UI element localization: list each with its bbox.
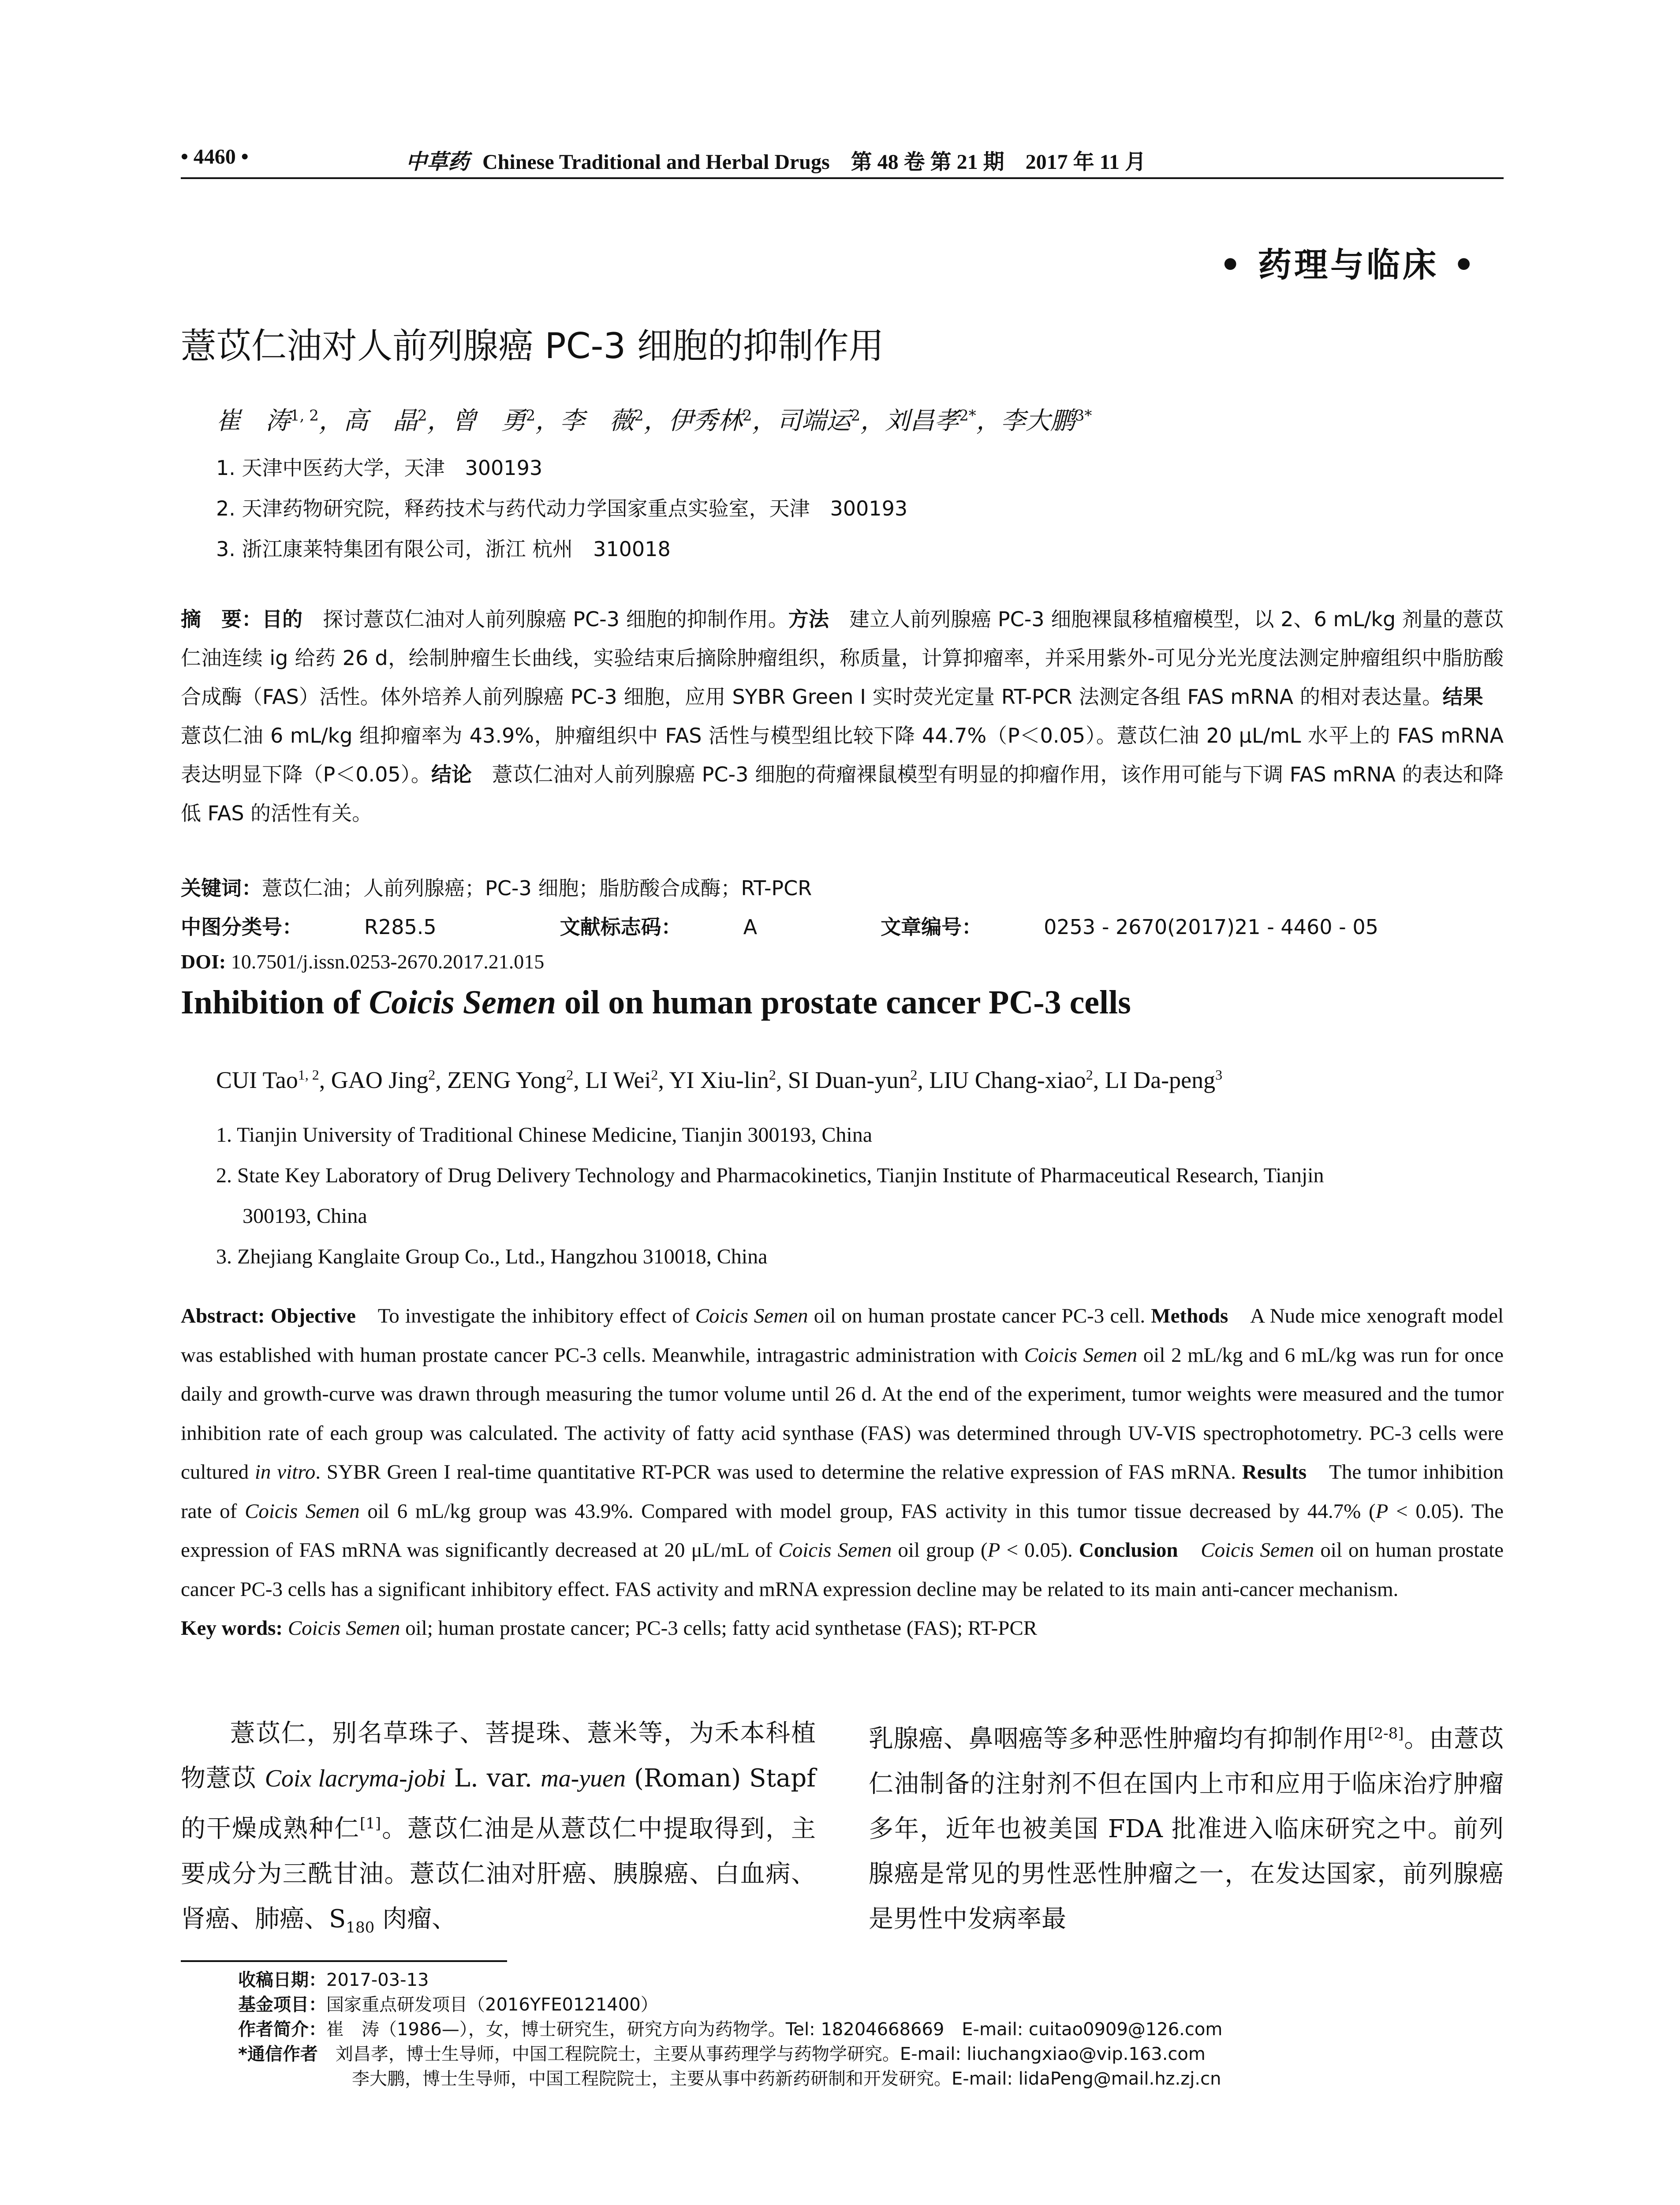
abstract-text: To investigate the inhibitory effect of — [355, 1304, 695, 1327]
english-title-part: Inhibition of — [181, 984, 369, 1021]
english-abstract — [181, 1297, 1504, 1648]
abstract-text: A Nude mice xenograft model was established with human prostate cancer PC-3 cells. Meanwhile, intragastric administration with — [181, 1304, 1504, 1367]
chinese-metadata — [181, 872, 1504, 989]
author-affiliation-mark: 3 — [1215, 1067, 1223, 1083]
footnote-rule — [181, 1960, 507, 1962]
abstract-text: oil on human prostate cancer PC-3 cell. — [808, 1304, 1151, 1327]
objective-label-cn: 目的 — [262, 607, 303, 631]
author-affiliation-mark: 2 — [428, 1067, 436, 1083]
english-title-species: Coicis Semen — [369, 984, 556, 1021]
abstract-text: . SYBR Green I real-time quantitative RT-PCR was used to determine the relative expression of FAS mRNA. — [315, 1461, 1242, 1484]
author-affiliation-mark: 3* — [1075, 407, 1092, 425]
author-name: 司端运 — [777, 407, 851, 435]
author-affiliation-mark: 2 — [526, 407, 536, 425]
objective-cn: 探讨薏苡仁油对人前列腺癌 PC-3 细胞的抑制作用。 — [302, 607, 788, 631]
author-name: ZENG Yong — [447, 1067, 567, 1093]
footnote-label: *通信作者 — [238, 2044, 336, 2064]
abstract-text — [1178, 1539, 1201, 1562]
abstract-label-cn: 摘 要： — [181, 607, 262, 631]
abstract-text: oil group ( — [892, 1539, 988, 1562]
p-symbol: P — [1375, 1499, 1389, 1523]
keywords-en — [283, 1617, 288, 1640]
author-affiliation-mark: 2 — [1086, 1067, 1093, 1083]
doi-row — [181, 950, 1504, 989]
keywords-cn: 薏苡仁油；人前列腺癌；PC-3 细胞；脂肪酸合成酶；RT-PCR — [262, 876, 812, 900]
author-name: 崔 涛 — [216, 407, 290, 435]
body-column-right — [869, 1711, 1504, 1942]
body-text: (Roman) Stapf 的干燥成熟种仁 — [181, 1764, 816, 1843]
abstract-text: oil on human prostate cancer PC-3 cells has a significant inhibitory effect. FAS activity and mRNA expression decline may be related to its main anti-cancer mechanism. — [181, 1539, 1504, 1601]
chinese-abstract — [181, 600, 1504, 833]
author-affiliation-mark: 2 — [634, 407, 644, 425]
journal-line — [406, 145, 1146, 175]
author-separator: , — [573, 1067, 586, 1093]
affiliation-en: 2. State Key Laboratory of Drug Delivery Technology and Pharmacokinetics, Tianjin Institute of Pharmaceutical Research, Tianjin — [216, 1164, 1324, 1187]
conclusion-cn: 薏苡仁油对人前列腺癌 PC-3 细胞的荷瘤裸鼠模型有明显的抑瘤作用，该作用可能与下调 FAS mRNA 的表达和降低 FAS 的活性有关。 — [181, 762, 1504, 825]
english-authors — [216, 1066, 1222, 1094]
english-title-part: oil on human prostate cancer PC-3 cells — [556, 984, 1131, 1021]
author-name: LI Wei — [585, 1067, 651, 1093]
author-separator: ， — [860, 407, 885, 435]
footnote-label: 收稿日期： — [238, 1970, 326, 1990]
abstract-text: < 0.05). — [1000, 1539, 1079, 1562]
author-affiliation-mark: 2* — [959, 407, 976, 425]
author-separator: ， — [752, 407, 777, 435]
author-affiliation-mark: 1, 2 — [298, 1067, 319, 1083]
author-name: 刘昌孝 — [885, 407, 959, 435]
author-name: SI Duan-yun — [788, 1067, 911, 1093]
objective-label-en: Objective — [270, 1304, 356, 1327]
article-no-value: 0253 - 2670(2017)21 - 4460 - 05 — [1044, 915, 1378, 939]
footnote-text: 李大鹏，博士生导师，中国工程院院士，主要从事中药新药研制和开发研究。E-mail: lidaPeng@mail.hz.zj.cn — [352, 2069, 1221, 2089]
conclusion-label-cn: 结论 — [431, 762, 472, 786]
abstract-text: < 0.05). The expression of FAS mRNA was significantly decreased at 20 μL/mL of — [181, 1499, 1504, 1562]
author-separator: , — [917, 1067, 930, 1093]
p-symbol: P — [987, 1539, 1001, 1562]
species-name: Coicis Semen — [245, 1499, 360, 1523]
author-name: LI Da-peng — [1105, 1067, 1216, 1093]
affiliation-cn: 2. 天津药物研究院，释药技术与药代动力学国家重点实验室，天津 300193 — [216, 497, 908, 520]
author-separator: , — [1093, 1067, 1105, 1093]
footnote-fund — [238, 1992, 1504, 2017]
methods-label-cn: 方法 — [788, 607, 829, 631]
body-text: 肉瘤、 — [374, 1904, 457, 1933]
footnotes — [238, 1968, 1504, 2091]
abstract-text: oil 2 mL/kg and 6 mL/kg was run for once daily and growth-curve was drawn through measuring the tumor volume until 26 d. At the end of the experiment, tumor weights were measured and the tumor inhibition rate of each group was calculated. The activity of fatty acid synthase (FAS) was determined through UV-VIS spectrophotometry. PC-3 cells were cultured — [181, 1343, 1504, 1484]
doi-label: DOI: — [181, 950, 226, 973]
methods-label-en: Methods — [1151, 1304, 1228, 1327]
subscript: 180 — [346, 1918, 375, 1936]
clc-value: R285.5 — [364, 915, 437, 939]
species-name: Coicis Semen — [1201, 1539, 1314, 1562]
author-affiliation-mark: 2 — [417, 407, 427, 425]
footnote-corresponding — [238, 2042, 1504, 2067]
article-no-label: 文章编号： — [881, 915, 982, 939]
species-name: Coicis Semen — [778, 1539, 892, 1562]
footnote-received — [238, 1968, 1504, 1992]
author-name: 高 晶 — [343, 407, 418, 435]
footnote-corresponding — [238, 2067, 1504, 2091]
footnote-text: 刘昌孝，博士生导师，中国工程院院士，主要从事药理学与药物学研究。E-mail: liuchangxiao@vip.163.com — [335, 2044, 1206, 2064]
doc-code-value: A — [743, 915, 758, 939]
author-name: CUI Tao — [216, 1067, 298, 1093]
body-text: 。薏苡仁油是从薏苡仁中提取得到，主要成分为三酰甘油。薏苡仁油对肝癌、胰腺癌、白血病、肾癌、肺癌、S — [181, 1814, 816, 1933]
author-separator: ， — [976, 407, 1001, 435]
species-name: Coix lacryma-jobi — [265, 1765, 446, 1792]
doi-link[interactable]: 10.7501/j.issn.0253-2670.2017.21.015 — [226, 950, 545, 973]
author-name: 李大鹏 — [1001, 407, 1075, 435]
journal-issue: Chinese Traditional and Herbal Drugs 第 48 卷 第 21 期 2017 年 11 月 — [482, 150, 1146, 174]
chinese-authors — [216, 401, 1092, 437]
journal-name-cn: 中草药 — [406, 149, 470, 174]
affiliation-en: 1. Tianjin University of Traditional Chinese Medicine, Tianjin 300193, China — [216, 1123, 873, 1147]
body-paragraph — [869, 1711, 1504, 1942]
variety-name: ma-yuen — [541, 1765, 626, 1792]
in-vitro-term: in vitro — [254, 1461, 316, 1484]
chinese-title: 薏苡仁油对人前列腺癌 PC-3 细胞的抑制作用 — [181, 325, 884, 366]
author-separator: ， — [318, 407, 343, 435]
results-cn: 薏苡仁油 6 mL/kg 组抑瘤率为 43.9%，肿瘤组织中 FAS 活性与模型组比较下降 44.7%（P＜0.05）。薏苡仁油 20 μL/mL 水平上的 FAS mRNA 表达明显下降（P＜0.05）。 — [181, 685, 1504, 786]
author-separator: ， — [427, 407, 452, 435]
author-affiliation-mark: 2 — [851, 407, 861, 425]
author-affiliation-mark: 2 — [651, 1067, 658, 1083]
author-name: GAO Jing — [331, 1067, 429, 1093]
body-text: 薏苡仁，别名草珠子、菩提珠、薏米等，为禾本科植物薏苡 — [181, 1719, 816, 1793]
affiliation-cn: 1. 天津中医药大学，天津 300193 — [216, 456, 543, 480]
author-separator: , — [319, 1067, 331, 1093]
classification-row — [181, 911, 1504, 950]
body-paragraph — [181, 1711, 816, 1950]
citation-ref[interactable]: [2-8] — [1368, 1725, 1404, 1742]
affiliation-cn: 3. 浙江康莱特集团有限公司，浙江 杭州 310018 — [216, 537, 671, 561]
affiliation-en: 3. Zhejiang Kanglaite Group Co., Ltd., Hangzhou 310018, China — [216, 1245, 768, 1268]
affiliation-en-continued: 300193, China — [243, 1204, 367, 1228]
species-name: Coicis Semen — [695, 1304, 808, 1327]
author-affiliation-mark: 2 — [769, 1067, 776, 1083]
author-separator: ， — [643, 407, 668, 435]
author-affiliation-mark: 2 — [742, 407, 752, 425]
species-name: Coicis Semen — [287, 1617, 400, 1640]
doc-code-label: 文献标志码： — [560, 915, 682, 939]
author-affiliation-mark: 1, 2 — [290, 407, 319, 425]
header-rule — [181, 177, 1504, 179]
english-title — [181, 983, 1131, 1022]
footnote-author — [238, 2017, 1504, 2042]
page-number: • 4460 • — [181, 145, 249, 168]
keywords-en: oil; human prostate cancer; PC-3 cells; fatty acid synthetase (FAS); RT-PCR — [400, 1617, 1038, 1640]
footnote-text: 崔 涛（1986—），女，博士研究生，研究方向为药物学。Tel: 18204668669 E-mail: cuitao0909@126.com — [326, 2019, 1223, 2040]
body-text: 乳腺癌、鼻咽癌等多种恶性肿瘤均有抑制作用 — [869, 1724, 1368, 1753]
author-separator: , — [435, 1067, 448, 1093]
conclusion-label-en: Conclusion — [1079, 1539, 1178, 1562]
author-separator: , — [776, 1067, 788, 1093]
keywords-label-cn: 关键词： — [181, 876, 262, 900]
author-separator: ， — [535, 407, 560, 435]
body-text: 。由薏苡仁油制备的注射剂不但在国内上市和应用于临床治疗肿瘤多年，近年也被美国 FDA 批准进入临床研究之中。前列腺癌是常见的男性恶性肿瘤之一，在发达国家，前列腺癌是男性中发病率最 — [869, 1724, 1504, 1933]
abstract-label-en: Abstract: — [181, 1304, 265, 1327]
footnote-text: 2017-03-13 — [326, 1970, 429, 1990]
citation-ref[interactable]: [1] — [359, 1815, 381, 1832]
results-label-cn: 结果 — [1442, 685, 1484, 709]
english-affiliations — [216, 1115, 1504, 1277]
results-label-en: Results — [1242, 1461, 1307, 1484]
author-separator: , — [658, 1067, 669, 1093]
footnote-label: 作者简介： — [238, 2019, 326, 2040]
author-name: 李 薇 — [560, 407, 635, 435]
species-name: Coicis Semen — [1024, 1343, 1138, 1367]
author-name: 曾 勇 — [452, 407, 526, 435]
chinese-affiliations — [216, 452, 907, 574]
author-affiliation-mark: 2 — [910, 1067, 918, 1083]
keywords-label-en: Key words: — [181, 1617, 283, 1640]
clc-label: 中图分类号： — [181, 915, 302, 939]
author-name: YI Xiu-lin — [669, 1067, 769, 1093]
author-name: LIU Chang-xiao — [929, 1067, 1086, 1093]
body-column-left — [181, 1711, 816, 1950]
abstract-text: oil 6 mL/kg group was 43.9%. Compared with model group, FAS activity in this tumor tissue decreased by 44.7% ( — [359, 1499, 1376, 1523]
running-head — [181, 140, 1504, 176]
keywords-cn-row — [181, 872, 1504, 911]
section-tag: • 药理与临床 • — [1219, 245, 1477, 284]
footnote-text: 国家重点研发项目（2016YFE0121400） — [326, 1995, 658, 2015]
methods-cn: 建立人前列腺癌 PC-3 细胞裸鼠移植瘤模型，以 2、6 mL/kg 剂量的薏苡仁油连续 ig 给药 26 d，绘制肿瘤生长曲线，实验结束后摘除肿瘤组织，称质量，计算抑瘤率，并采用紫外-可见分光光度法测定肿瘤组织中脂肪酸合成酶（FAS）活性。体外培养人前列腺癌 PC-3 细胞，应用 SYBR Green I 实时荧光定量 RT-PCR 法测定各组 FAS mRNA 的相对表达量。 — [181, 607, 1504, 709]
body-text: L. var. — [445, 1764, 541, 1793]
abstract-text: The tumor inhibition rate of — [181, 1461, 1504, 1523]
author-name: 伊秀林 — [668, 407, 743, 435]
footnote-label: 基金项目： — [238, 1995, 326, 2015]
author-affiliation-mark: 2 — [566, 1067, 574, 1083]
